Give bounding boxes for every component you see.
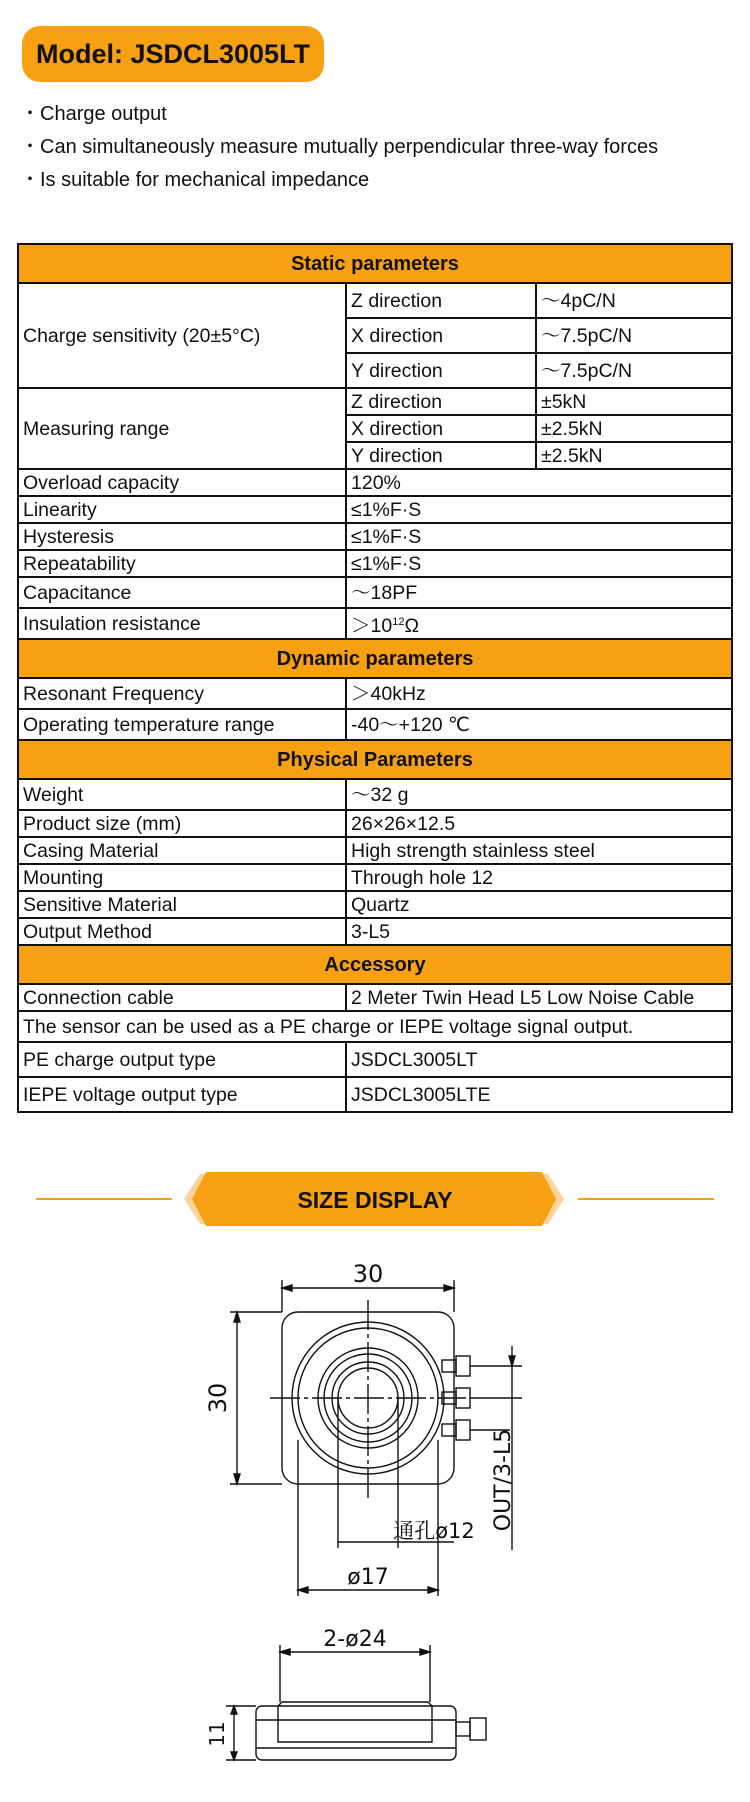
resonant-frequency-value: ＞40kHz <box>346 678 732 709</box>
insulation-label: Insulation resistance <box>18 608 346 639</box>
top-width-label: 30 <box>352 1260 384 1288</box>
repeatability-label: Repeatability <box>18 550 346 577</box>
direction-cell: X direction <box>346 318 536 353</box>
size-display-title: SIZE DISPLAY <box>297 1187 453 1213</box>
hysteresis-value: ≤1%F·S <box>346 523 732 550</box>
repeatability-value: ≤1%F·S <box>346 550 732 577</box>
weight-value: ～32 g <box>346 779 732 810</box>
side-view-body <box>278 1702 432 1742</box>
value-cell: ～4pC/N <box>536 283 732 318</box>
size-display-banner <box>0 1172 750 1226</box>
product-size-label: Product size (mm) <box>18 810 346 837</box>
linearity-label: Linearity <box>18 496 346 523</box>
insulation-value-exponent: 12 <box>392 615 405 628</box>
direction-cell: Y direction <box>346 442 536 469</box>
resonant-frequency-label: Resonant Frequency <box>18 678 346 709</box>
insulation-value-base: ＞10 <box>351 614 393 637</box>
pe-type-value: JSDCL3005LT <box>346 1042 732 1077</box>
direction-cell: X direction <box>346 415 536 442</box>
side-height-11-label: 11 <box>205 1721 229 1747</box>
value-cell: ±2.5kN <box>536 415 732 442</box>
spec-table <box>17 243 733 1113</box>
iepe-type-label: IEPE voltage output type <box>18 1077 346 1112</box>
mounting-value: Through hole 12 <box>346 864 732 891</box>
charge-sensitivity-label: Charge sensitivity (20±5°C) <box>18 283 346 388</box>
linearity-value: ≤1%F·S <box>346 496 732 523</box>
connection-cable-value: 2 Meter Twin Head L5 Low Noise Cable <box>346 984 732 1011</box>
insulation-value-unit: Ω <box>404 614 420 637</box>
feature-item: ・Is suitable for mechanical impedance <box>20 169 370 191</box>
overload-value: 120% <box>346 469 732 496</box>
section-header-physical: Physical Parameters <box>18 740 732 779</box>
section-header-static: Static parameters <box>18 244 732 283</box>
measuring-range-label: Measuring range <box>18 388 346 469</box>
feature-list <box>20 98 730 197</box>
feature-item: ・Charge output <box>20 103 167 125</box>
capacitance-value: ～18PF <box>346 577 732 608</box>
capacitance-label: Capacitance <box>18 577 346 608</box>
casing-material-label: Casing Material <box>18 837 346 864</box>
model-title: Model: JSDCL3005LT <box>36 38 311 69</box>
section-header-accessory: Accessory <box>18 945 732 984</box>
casing-material-value: High strength stainless steel <box>346 837 732 864</box>
weight-label: Weight <box>18 779 346 810</box>
hole-label: 通孔ø12 <box>393 1519 475 1543</box>
banner-ribbon <box>0 1172 750 1226</box>
feature-item: ・Can simultaneously measure mutually perpendicular three-way forces <box>20 136 659 158</box>
product-size-value: 26×26×12.5 <box>346 810 732 837</box>
value-cell: ±5kN <box>536 388 732 415</box>
temperature-range-value: -40～+120 ℃ <box>346 709 732 740</box>
model-title-badge <box>22 26 324 82</box>
value-cell: ～7.5pC/N <box>536 318 732 353</box>
output-method-label: Output Method <box>18 918 346 945</box>
output-method-value: 3-L5 <box>346 918 732 945</box>
iepe-type-value: JSDCL3005LTE <box>346 1077 732 1112</box>
direction-cell: Z direction <box>346 283 536 318</box>
value-cell: ±2.5kN <box>536 442 732 469</box>
output-label: OUT/3-L5 <box>491 1428 516 1532</box>
value-cell: ～7.5pC/N <box>536 353 732 388</box>
section-header-dynamic: Dynamic parameters <box>18 639 732 678</box>
direction-cell: Z direction <box>346 388 536 415</box>
diameter-label: ø17 <box>347 1565 389 1590</box>
overload-label: Overload capacity <box>18 469 346 496</box>
insulation-value <box>346 608 732 639</box>
dimension-drawing <box>190 1250 590 1800</box>
temperature-range-label: Operating temperature range <box>18 709 346 740</box>
sensitive-material-label: Sensitive Material <box>18 891 346 918</box>
side-height-label: 30 <box>204 1382 232 1414</box>
connection-cable-label: Connection cable <box>18 984 346 1011</box>
hysteresis-label: Hysteresis <box>18 523 346 550</box>
side-top-label: 2-ø24 <box>323 1627 387 1652</box>
sensitive-material-value: Quartz <box>346 891 732 918</box>
pe-type-label: PE charge output type <box>18 1042 346 1077</box>
direction-cell: Y direction <box>346 353 536 388</box>
output-note: The sensor can be used as a PE charge or IEPE voltage signal output. <box>18 1011 732 1042</box>
mounting-label: Mounting <box>18 864 346 891</box>
